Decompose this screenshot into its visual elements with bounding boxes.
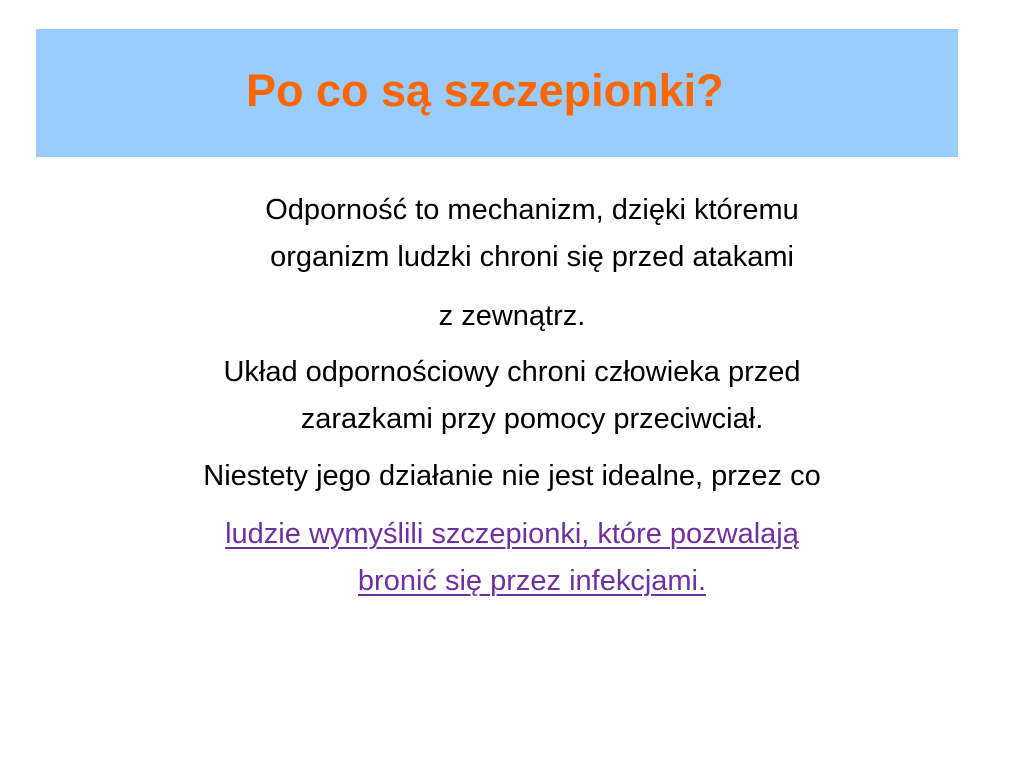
link-line-2-wrapper — [0, 567, 1024, 596]
body-line-2: organizm ludzki chroni się przed atakami — [270, 241, 794, 273]
body-line-5: zarazkami przy pomocy przeciwciał. — [300, 403, 764, 435]
body-line-1: Odporność to mechanizm, dzięki któremu — [265, 194, 799, 226]
slide-title: Po co są szczepionki? — [246, 65, 724, 116]
vaccine-link-line-1[interactable]: ludzie wymyślili szczepionki, które pozwalają — [225, 518, 799, 550]
body-line-4: Układ odpornościowy chroni człowieka przed — [223, 356, 801, 388]
body-line-6: Niestety jego działanie nie jest idealne, przez co — [203, 460, 821, 492]
vaccine-link-line-2[interactable]: bronić się przez infekcjami. — [357, 565, 707, 597]
body-line-3: z zewnątrz. — [438, 300, 586, 332]
link-line-1-wrapper — [0, 520, 1024, 549]
